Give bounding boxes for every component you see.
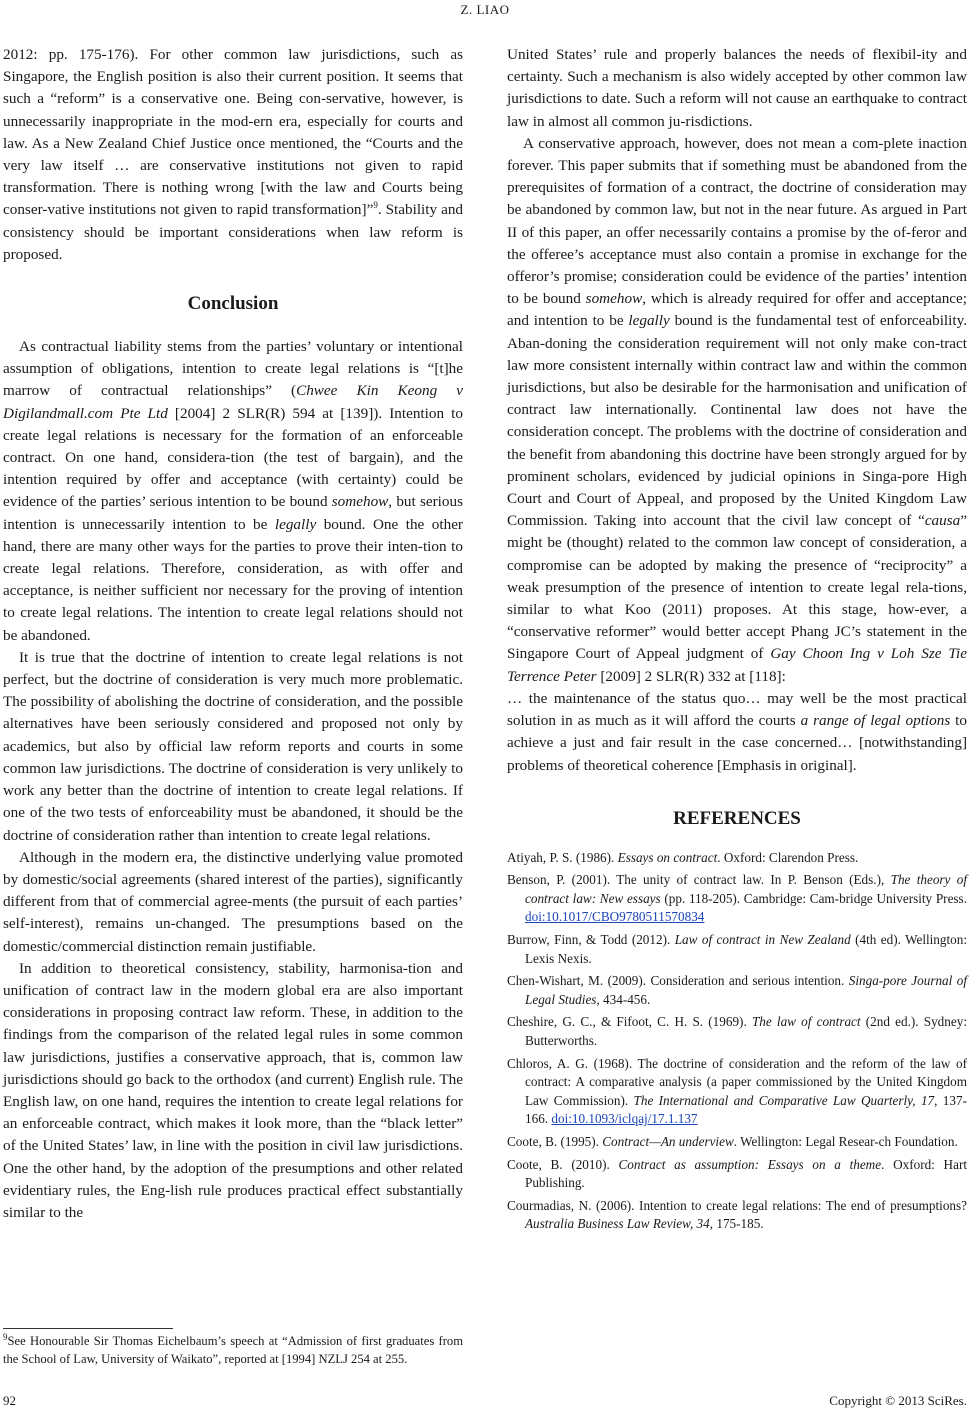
references-heading: REFERENCES bbox=[673, 807, 801, 829]
paragraph: In addition to theoretical consistency, stability, harmonisa-tion and unification of contract law in the modern global era are also important considerations in proposing contract law reform. These, in addition to the findings from the comparison of the related legal rules in some common law jurisdictions, justifies a conservative approach, that is, common law jurisdictions should go back to the orthodox (and current) English rule. The English law, on one hand, requires the intention to create legal relations for an enforceable contract, which makes it look more, than the “black letter” of the United States’ law, in line with the position in civil law jurisdictions. One the other hand, by the adoption of the presumptions and other related evidentiary rules, the Eng-lish rule produces practical effect substantially similar to the bbox=[3, 959, 463, 1221]
paragraph: A conservative approach, however, does not mean a com-plete inaction forever. This paper submits that if something must be abandoned from the prerequisites of formation of a contract, the doctrine of consideration may be abandoned by common law, but not in the near future. As argued in Part II of this paper, an offer necessarily contains a promise by the of-feror and the offeree’s acceptance must also contain a promise in exchange for the offeror’s promise; consideration could be evidence of the parties’ intention to be bound somehow, which is already required for offer and acceptance; and intention to be legally bound is the fundamental test of enforceability. Aban-doning the consideration requirement will not only make con-tract law more consistent internally within contract law and within the common jurisdictions, but also be desirable for the harmonisation and unification of contract law internationally. Continental law does not have the consideration concept. The problems with the doctrine of consideration and the benefit from abandoning this doctrine have been strongly argued for by prominent scholars, evidenced by judicial opinions in Singa-pore High Court and Court of Appeal, and proposed by the United Kingdom Law Commission. Taking into account that the civil law concept of “causa” might be (thought) related to the common law concept of consideration, a compromise can be adopted by making the presence of “reciprocity” a weak presumption of the presence of intention to create legal rela-tions, similar to what Koo (2011) proposes. At this stage, how-ever, a “conservative reformer” would better accept Phang JC’s statement in the Singapore Court of Appeal judgment of Gay Choon Ing v Loh Sze Tie Terrence Peter [2009] 2 SLR(R) 332 at [118]: bbox=[507, 134, 967, 685]
running-head: Z. LIAO bbox=[460, 2, 510, 17]
case-name: Gay Choon Ing v Loh Sze Tie Terrence Peter bbox=[507, 645, 967, 685]
references-list bbox=[507, 849, 967, 1234]
reference-item: Burrow, Finn, & Todd (2012). Law of contract in New Zealand (4th ed). Wellington: Lexis Nexis. bbox=[507, 932, 968, 966]
doi-link[interactable]: doi:10.1093/iclqaj/17.1.137 bbox=[551, 1111, 698, 1127]
footnote: $^9$See Honourable Sir Thomas Eichelbaum’s speech at “Admission of first graduates from the School of Law, University of Waikato”, reported at [1994] NZLJ 254 at 255. bbox=[3, 1331, 463, 1366]
right-column bbox=[507, 44, 967, 1238]
block-quote: … the maintenance of the status quo… may well be the most practical solution in as much as it will afford the courts a range of legal options to achieve a just and fair result in the case concerned… [notwithstanding] problems of theoretical coherence [Emphasis in original]. bbox=[507, 689, 967, 774]
footnote-divider bbox=[3, 1328, 173, 1329]
conclusion-heading: Conclusion bbox=[187, 293, 279, 315]
paragraph: 2012: pp. 175-176). For other common law jurisdictions, such as Singapore, the English position is also their current position. It seems that such a “reform” is a conservative one. Being con-servative, however, is unnecessarily inappropriate in the mod-ern era, especially for courts and law. As a New Zealand Chief Justice once mentioned, the “Courts and the very law itself … are conservative institutions not given to rapid transformation. There is nothing wrong [with the law and Courts being conser-vative institutions not given to rapid transformation]”$^9$. Stability and consistency should be important considerations when law reform is proposed. bbox=[3, 46, 464, 263]
paragraph: As contractual liability stems from the parties’ voluntary or intentional assumption of obligations, intention to create legal relations is “[t]he marrow of contractual relationships” (Chwee Kin Keong v Digilandmall.com Pte Ltd [2004] 2 SLR(R) 594 at [139]). Intention to create legal relations is necessary for the formation of an enforceable contract. On one hand, considera-tion (the test of bargain), and the intention required by offer and acceptance (with certainty) could be evidence of the parties’ serious intention to be bound somehow, but serious intention is unnecessarily intention to be legally bound. One the other hand, there are many other ways for the parties to prove their inten-tion to create legal relations. Therefore, consideration, as with offer and acceptance, is neither sufficient nor necessary for the proving of intention to create legal relations. The intention to create legal relations should not be abandoned. bbox=[3, 338, 463, 644]
reference-item: Coote, B. (1995). Contract—An underview. Wellington: Legal Resear-ch Foundation. bbox=[507, 1134, 958, 1150]
reference-item: Cheshire, G. C., & Fifoot, C. H. S. (1969). The law of contract (2nd ed.). Sydney: Butterworths. bbox=[507, 1014, 967, 1049]
copyright-notice: Copyright © 2013 SciRes. bbox=[829, 1393, 967, 1408]
reference-item: Chen-Wishart, M. (2009). Consideration and serious intention. Singa-pore Journal of Legal Studies, 434-456. bbox=[507, 973, 967, 1007]
reference-item: Benson, P. (2001). The unity of contract law. In P. Benson (Eds.), The theory of contract law: New essays (pp. 118-205). Cambridge: Cam-bridge University Press. doi:10.1017/CBO9780511570834 bbox=[507, 872, 967, 925]
paragraph: Although in the modern era, the distinctive underlying value promoted by domestic/social agreements (shared interest of the parties), significantly different from that of commercial agree-ments (the pursuit of each parties’ self-interest), remains un-changed. The presumptions based on the domestic/commercial distinction remain justifiable. bbox=[3, 848, 463, 955]
reference-item: Chloros, A. G. (1968). The doctrine of consideration and the reform of the law of contract: A comparative analysis (a paper commissioned by the United Kingdom Law Commission). The International and Comparative Law Quarterly, 17, 137-166. doi:10.1093/iclqaj/17.1.137 bbox=[507, 1055, 967, 1127]
reference-item: Courmadias, N. (2006). Intention to create legal relations: The end of presumptions? Australia Business Law Review, 34, 175-185. bbox=[507, 1197, 967, 1232]
doi-link[interactable]: doi:10.1017/CBO9780511570834 bbox=[525, 909, 705, 925]
reference-item: Atiyah, P. S. (1986). Essays on contract. Oxford: Clarendon Press. bbox=[507, 849, 859, 865]
reference-item: Coote, B. (2010). Contract as assumption: Essays on a theme. Oxford: Hart Publishing. bbox=[507, 1156, 967, 1191]
left-column bbox=[3, 44, 463, 1224]
paragraph: United States’ rule and properly balances the needs of flexibil-ity and certainty. Such a mechanism is also widely accepted by other common law jurisdictions to date. Such a reform will not cause an earthquake to contract law in almost all common ju-risdictions. bbox=[507, 46, 967, 130]
paragraph: It is true that the doctrine of intention to create legal relations is not perfect, but the doctrine of consideration is very much more problematic. The possibility of abolishing the doctrine of consideration, and the possible alternatives have been seriously considered and proposed not only by academics, but also by official law reform reports and courts in some common law jurisdictions. The doctrine of consideration is very unlikely to work any better than the doctrine of intention to create legal relations. If one of the two tests of enforceability must be abandoned, it should be the doctrine of consideration rather than intention to create legal relations. bbox=[3, 648, 463, 844]
footnote-ref[interactable]: 9 bbox=[373, 200, 378, 211]
case-name: Chwee Kin Keong v Digilandmall.com Pte Ltd bbox=[3, 382, 463, 422]
footnote-mark: 9 bbox=[3, 1331, 8, 1342]
page-number: 92 bbox=[3, 1393, 16, 1408]
